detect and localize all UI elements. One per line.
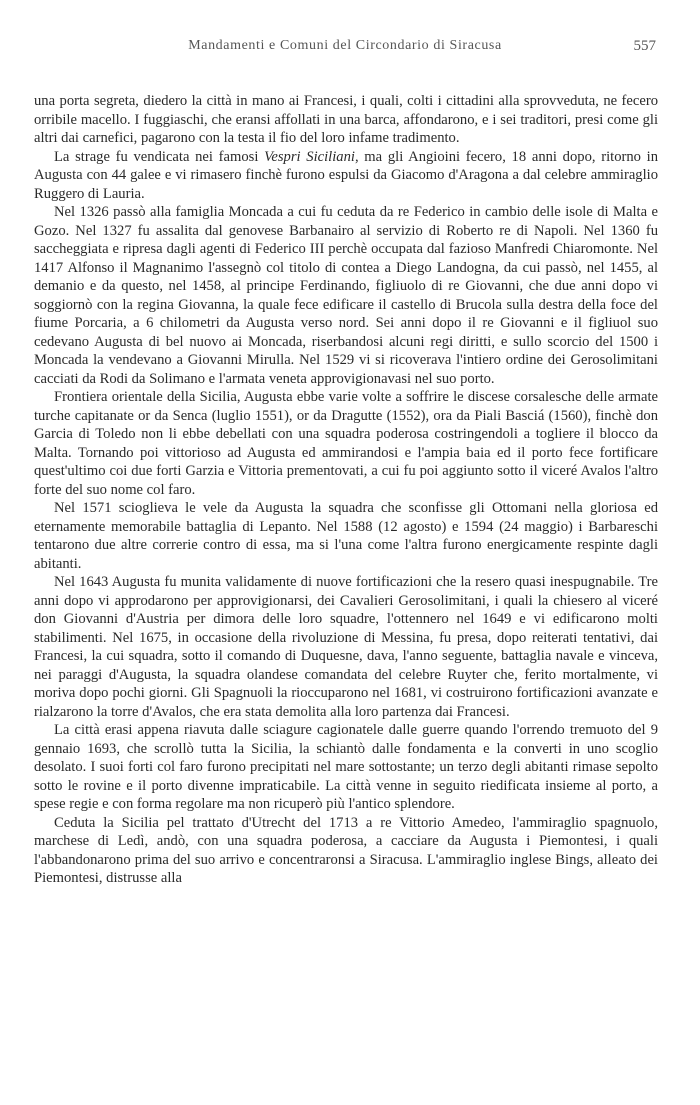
paragraph: Nel 1643 Augusta fu munita validamente di nuove fortificazioni che la resero quasi inespugnabile. Tre anni dopo vi approdarono per approvigionarsi, dei Cavalieri Gerosolimitani, i quali la chiesero al viceré don Giovanni d'Austria per dimora delle loro squadre, l'ottennero nel 1649 e vi edificarono molti stabilimenti. Nel 1675, in occasione della rivoluzione di Messina, fu presa, dopo reiterati tentativi, dai Francesi, la cui squadra, sotto il comando di Duquesne, dava, l'anno seguente, battaglia navale e vinceva, nei paraggi d'Augusta, la squadra olandese comandata del celebre Ruyter che, ferito mortalmente, vi moriva dopo pochi giorni. Gli Spagnuoli la rioccuparono nel 1681, vi costruirono fortificazioni avanzate e rialzarono la torre d'Avalos, che era stata demolita alla loro partenza dai Francesi. [34,574,658,720]
paragraph: La città erasi appena riavuta dalle sciagure cagionatele dalle guerre quando l'orrendo tremuoto del 9 gennaio 1693, che scrollò tutta la Sicilia, la schiantò dalle fondamenta e la converti in uno scoglio desolato. I suoi forti col faro furono precipitati nel mare sottostante; un terzo degli abitanti rimase sepolto sotto le rovine e il porto divenne impraticabile. La città venne in seguito riedificata insieme al porto, a spese regie e con forma regolare ma non ricuperò più l'antico splendore. [34,722,658,812]
page-header [34,38,656,60]
paragraph: Ceduta la Sicilia pel trattato d'Utrecht del 1713 a re Vittorio Amedeo, l'ammiraglio spagnuolo, marchese di Ledì, andò, con una squadra poderosa, a cacciare da Augusta i Piemontesi, i quali l'abbandonarono prima del suo arrivo e concentraronsi a Siracusa. L'ammiraglio inglese Bings, alleato dei Piemontesi, distrusse alla [34,814,658,886]
paragraph-text: , ma gli Angioini fecero, 18 anni dopo, ritorno in Augusta con 44 galee e vi rimasero finchè furono espulsi da Giacomo d'Aragona a dal celebre ammiraglio Ruggero di Lauria. [34,148,659,202]
running-title: Mandamenti e Comuni del Circondario di Siracusa [188,38,502,53]
paragraph: una porta segreta, diedero la città in mano ai Francesi, i quali, colti i cittadini alla sprovveduta, ne fecero orribile macello. I fuggiaschi, che eransi affollati in una barca, affondarono, e i sei traditori, presi come gli altri dai carnefici, pagarono con la testa il fio del loro infame tradimento. [34,93,658,146]
paragraph: Frontiera orientale della Sicilia, Augusta ebbe varie volte a soffrire le discese corsalesche delle armate turche capitanate or da Senca (luglio 1551), or da Dragutte (1552), ora da Piali Basciá (1560), finchè don Garcia di Toledo non li ebbe debellati con una squadra poderosa costringendoli a togliere il blocco da Malta. Tornando poi vittorioso ad Augusta ed ammirandosi e l'ampia baia ed il porto fece fortificare quest'ultimo coi due forti Garzia e Vittoria prementovati, a cui fu poi aggiunto sotto il viceré Avalos l'altro forte del suo nome col faro. [34,389,658,498]
paragraph-text: La strage fu vendicata nei famosi [54,148,265,165]
paragraph [34,148,658,204]
paragraph: Nel 1571 scioglieva le vele da Augusta la squadra che sconfisse gli Ottomani nella gloriosa ed eternamente memorabile battaglia di Lepanto. Nel 1588 (12 agosto) e 1594 (24 maggio) i Barbareschi tentarono due altre correrie contro di essa, ma si l'una come l'altra furono energicamente respinte dagli abitanti. [34,500,658,572]
body-text [34,92,658,888]
paragraph: Nel 1326 passò alla famiglia Moncada a cui fu ceduta da re Federico in cambio delle isole di Malta e Gozo. Nel 1327 fu assalita dal genovese Barbanairo al servizio di Roberto re di Napoli. Nel 1360 fu saccheggiata e ripresa dagli agenti di Federico III perchè occupata dal fazioso Manfredi Chiaromonte. Nel 1417 Alfonso il Magnanimo l'assegnò col titolo di contea a Diego Landogna, da cui passò, nel 1455, al demanio e da questo, nel 1458, al principe Ferdinando, figliuolo di re Giovanni, che due anni dopo vi soggiornò con la regina Giovanna, la quale fece edificare il castello di Brucola sulla destra della foce del fiume Porcaria, a 6 chilometri da Augusta verso nord. Sei anni dopo il re Giovanni e il figliuol suo cedevano Augusta di bel nuovo ai Moncada, riserbandosi alcuni regi diritti, e sullo scorcio del 1500 i Moncada la vendevano a Giovanni Mirulla. Nel 1529 vi si ricoverava l'intiero ordine dei Gerosolimitani cacciati da Rodi da Solimano e l'armata veneta approvigionavasi nel suo porto. [34,204,658,387]
page-number: 557 [633,38,656,54]
italic-title: Vespri Siciliani [264,148,355,165]
